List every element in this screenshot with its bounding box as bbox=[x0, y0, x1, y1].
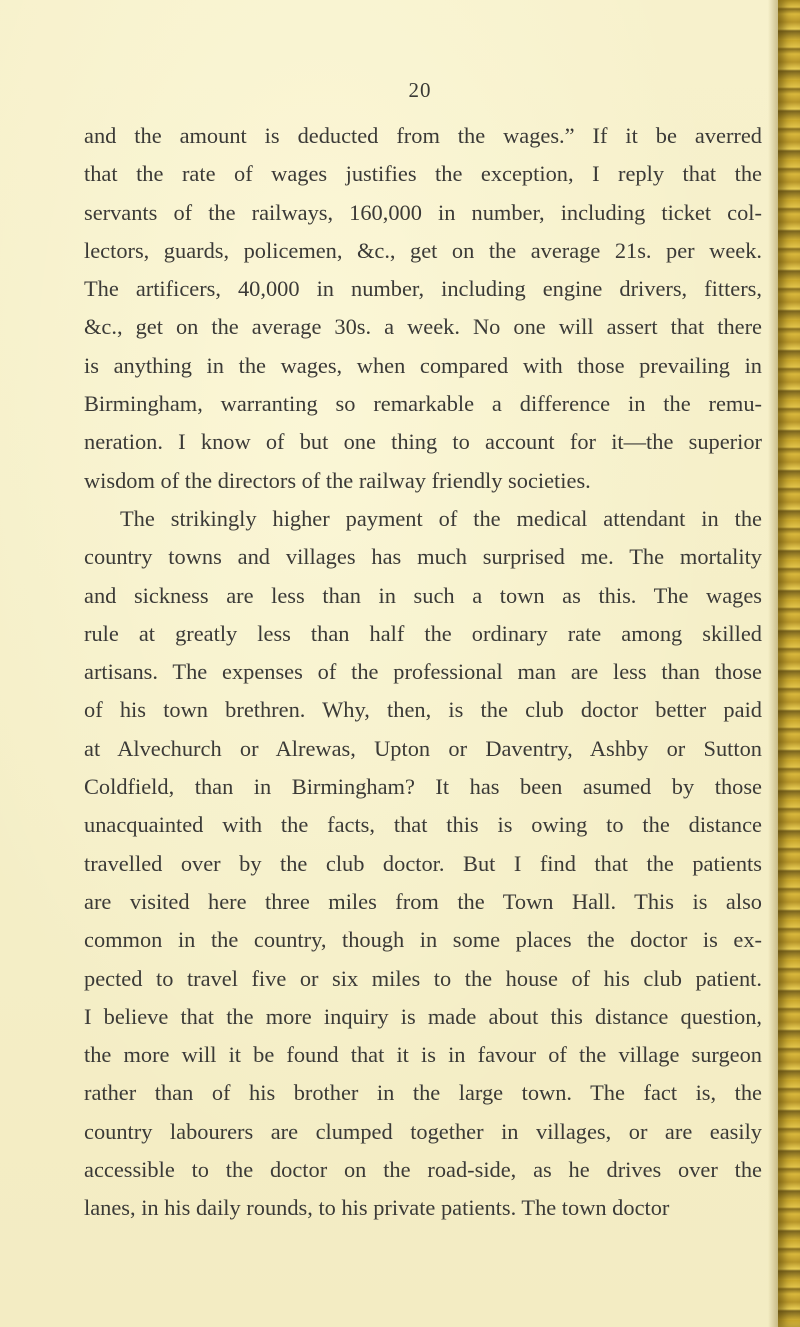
text-line: are visited here three miles from the Town Hall. This is also bbox=[84, 888, 762, 914]
text-line: neration. I know of but one thing to account for it—the superior bbox=[84, 429, 762, 455]
text-line: at Alvechurch or Alrewas, Upton or Daventry, Ashby or Sutton bbox=[84, 735, 762, 761]
text-line: Birmingham, warranting so remarkable a difference in the remu- bbox=[84, 391, 762, 417]
text-line: rather than of his brother in the large town. The fact is, the bbox=[84, 1080, 762, 1106]
text-line: pected to travel five or six miles to the house of his club patient. bbox=[84, 965, 762, 991]
text-line: is anything in the wages, when compared with those prevailing in bbox=[84, 352, 762, 378]
text-line: and the amount is deducted from the wages.” If it be averred bbox=[84, 123, 762, 148]
text-line: lectors, guards, policemen, &c., get on the average 21s. per week. bbox=[84, 237, 762, 263]
text-line: accessible to the doctor on the road-side, as he drives over the bbox=[84, 1157, 762, 1183]
text-line: lanes, in his daily rounds, to his private patients. The town doctor bbox=[84, 1195, 670, 1221]
text-line: that the rate of wages justifies the exception, I reply that the bbox=[84, 161, 762, 187]
text-line: common in the country, though in some places the doctor is ex- bbox=[84, 927, 762, 953]
page-number: 20 bbox=[408, 78, 432, 102]
text-line: artisans. The expenses of the professional man are less than those bbox=[84, 659, 762, 685]
text-line: &c., get on the average 30s. a week. No one will assert that there bbox=[84, 314, 762, 340]
text-line: The strikingly higher payment of the medical attendant in the bbox=[120, 505, 762, 531]
text-line: country towns and villages has much surprised me. The mortality bbox=[84, 544, 762, 570]
text-line: travelled over by the club doctor. But I find that the patients bbox=[84, 850, 762, 876]
binding-shadow bbox=[768, 0, 778, 1327]
gilt-page-edge bbox=[778, 0, 800, 1327]
text-line: wisdom of the directors of the railway friendly societies. bbox=[84, 467, 591, 493]
text-line: Coldfield, than in Birmingham? It has been asumed by those bbox=[84, 774, 762, 800]
text-line: country labourers are clumped together in villages, or are easily bbox=[84, 1118, 762, 1144]
text-line: The artificers, 40,000 in number, including engine drivers, fitters, bbox=[84, 276, 762, 302]
text-line: of his town brethren. Why, then, is the club doctor better paid bbox=[84, 697, 762, 723]
text-line: I believe that the more inquiry is made about this distance question, bbox=[84, 1003, 762, 1029]
body-text bbox=[84, 117, 762, 1228]
text-line: unacquainted with the facts, that this is owing to the distance bbox=[84, 812, 762, 838]
text-line: rule at greatly less than half the ordinary rate among skilled bbox=[84, 620, 762, 646]
text-line: and sickness are less than in such a town as this. The wages bbox=[84, 582, 762, 608]
text-line: servants of the railways, 160,000 in number, including ticket col- bbox=[84, 199, 762, 225]
text-line: the more will it be found that it is in favour of the village surgeon bbox=[84, 1042, 762, 1068]
